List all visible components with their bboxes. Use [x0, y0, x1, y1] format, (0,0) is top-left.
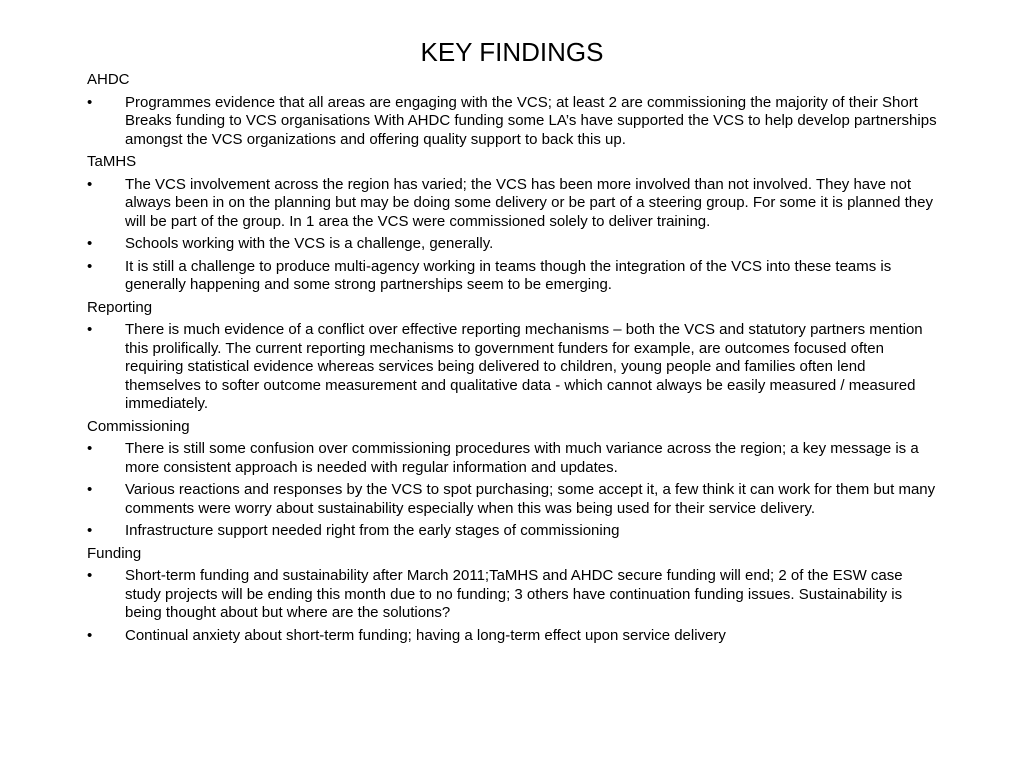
bullet-item [87, 627, 939, 646]
bullet-text: There is much evidence of a conflict over effective reporting mechanisms – both the VCS and statutory partners mention this prolifically. The current reporting mechanisms to government funders for example, are outcomes focused often requiring statistical evidence whereas services being delivered to children, young people and families often lend themselves to softer outcome measurement and qualitative data - which cannot always be easily measured / measured immediately. [125, 321, 923, 412]
section-heading-ahdc: AHDC [87, 71, 130, 88]
bullet-item [87, 258, 939, 295]
bullet-text: The VCS involvement across the region has varied; the VCS has been more involved than not involved. They have not always been in on the planning but may be doing some delivery or be part of a steering group. For some it is planned they will be part of the group. In 1 area the VCS were commissioned solely to deliver training. [125, 175, 933, 230]
bullet-item [87, 481, 939, 518]
bullet-item [87, 176, 939, 232]
bullet-item [87, 522, 939, 541]
bullet-icon: • [87, 626, 93, 644]
bullet-icon: • [87, 257, 93, 275]
section-heading-commissioning: Commissioning [87, 417, 190, 435]
slide-title: KEY FINDINGS [420, 37, 604, 67]
bullet-text: Various reactions and responses by the VCS to spot purchasing; some accept it, a few think it can work for them but many comments were worry about sustainability especially when this was being used for their service delivery. [125, 481, 936, 517]
bullet-item [87, 321, 939, 414]
bullet-icon: • [87, 235, 93, 252]
bullet-item [87, 94, 939, 150]
bullet-icon: • [87, 93, 93, 111]
bullet-icon: • [87, 175, 93, 193]
bullet-text: Short-term funding and sustainability after March 2011;TaMHS and AHDC secure funding will end; 2 of the ESW case study projects will be ending this month due to no funding; 3 others have continuation funding issues. Sustainability is being thought about but where are the solutions? [125, 567, 903, 621]
bullet-icon: • [87, 440, 93, 457]
bullet-item [87, 235, 939, 254]
slide-content [87, 71, 939, 649]
section-heading-funding: Funding [87, 544, 142, 562]
bullet-icon: • [87, 522, 93, 539]
bullet-icon: • [87, 321, 93, 338]
bullet-text: Programmes evidence that all areas are engaging with the VCS; at least 2 are commissioning the majority of their Short Breaks funding to VCS organisations With AHDC funding some LA’s have supported the VCS to help develop partnerships amongst the VCS organizations and offering quality support to back this up. [125, 93, 937, 148]
section-heading-tamhs: TaMHS [87, 153, 137, 170]
bullet-text: Continual anxiety about short-term funding; having a long-term effect upon service delivery [125, 626, 726, 644]
bullet-item [87, 440, 939, 477]
bullet-icon: • [87, 567, 93, 584]
bullet-text: Schools working with the VCS is a challenge, generally. [125, 235, 494, 252]
section-heading-reporting: Reporting [87, 298, 153, 316]
bullet-icon: • [87, 481, 93, 498]
bullet-text: There is still some confusion over commissioning procedures with much variance across the region; a key message is a more consistent approach is needed with regular information and updates. [125, 440, 919, 476]
bullet-text: It is still a challenge to produce multi-agency working in teams though the integration of the VCS into these teams is generally happening and some strong partnerships seem to be emerging. [125, 257, 892, 293]
bullet-item [87, 567, 939, 623]
bullet-text: Infrastructure support needed right from the early stages of commissioning [125, 522, 620, 539]
